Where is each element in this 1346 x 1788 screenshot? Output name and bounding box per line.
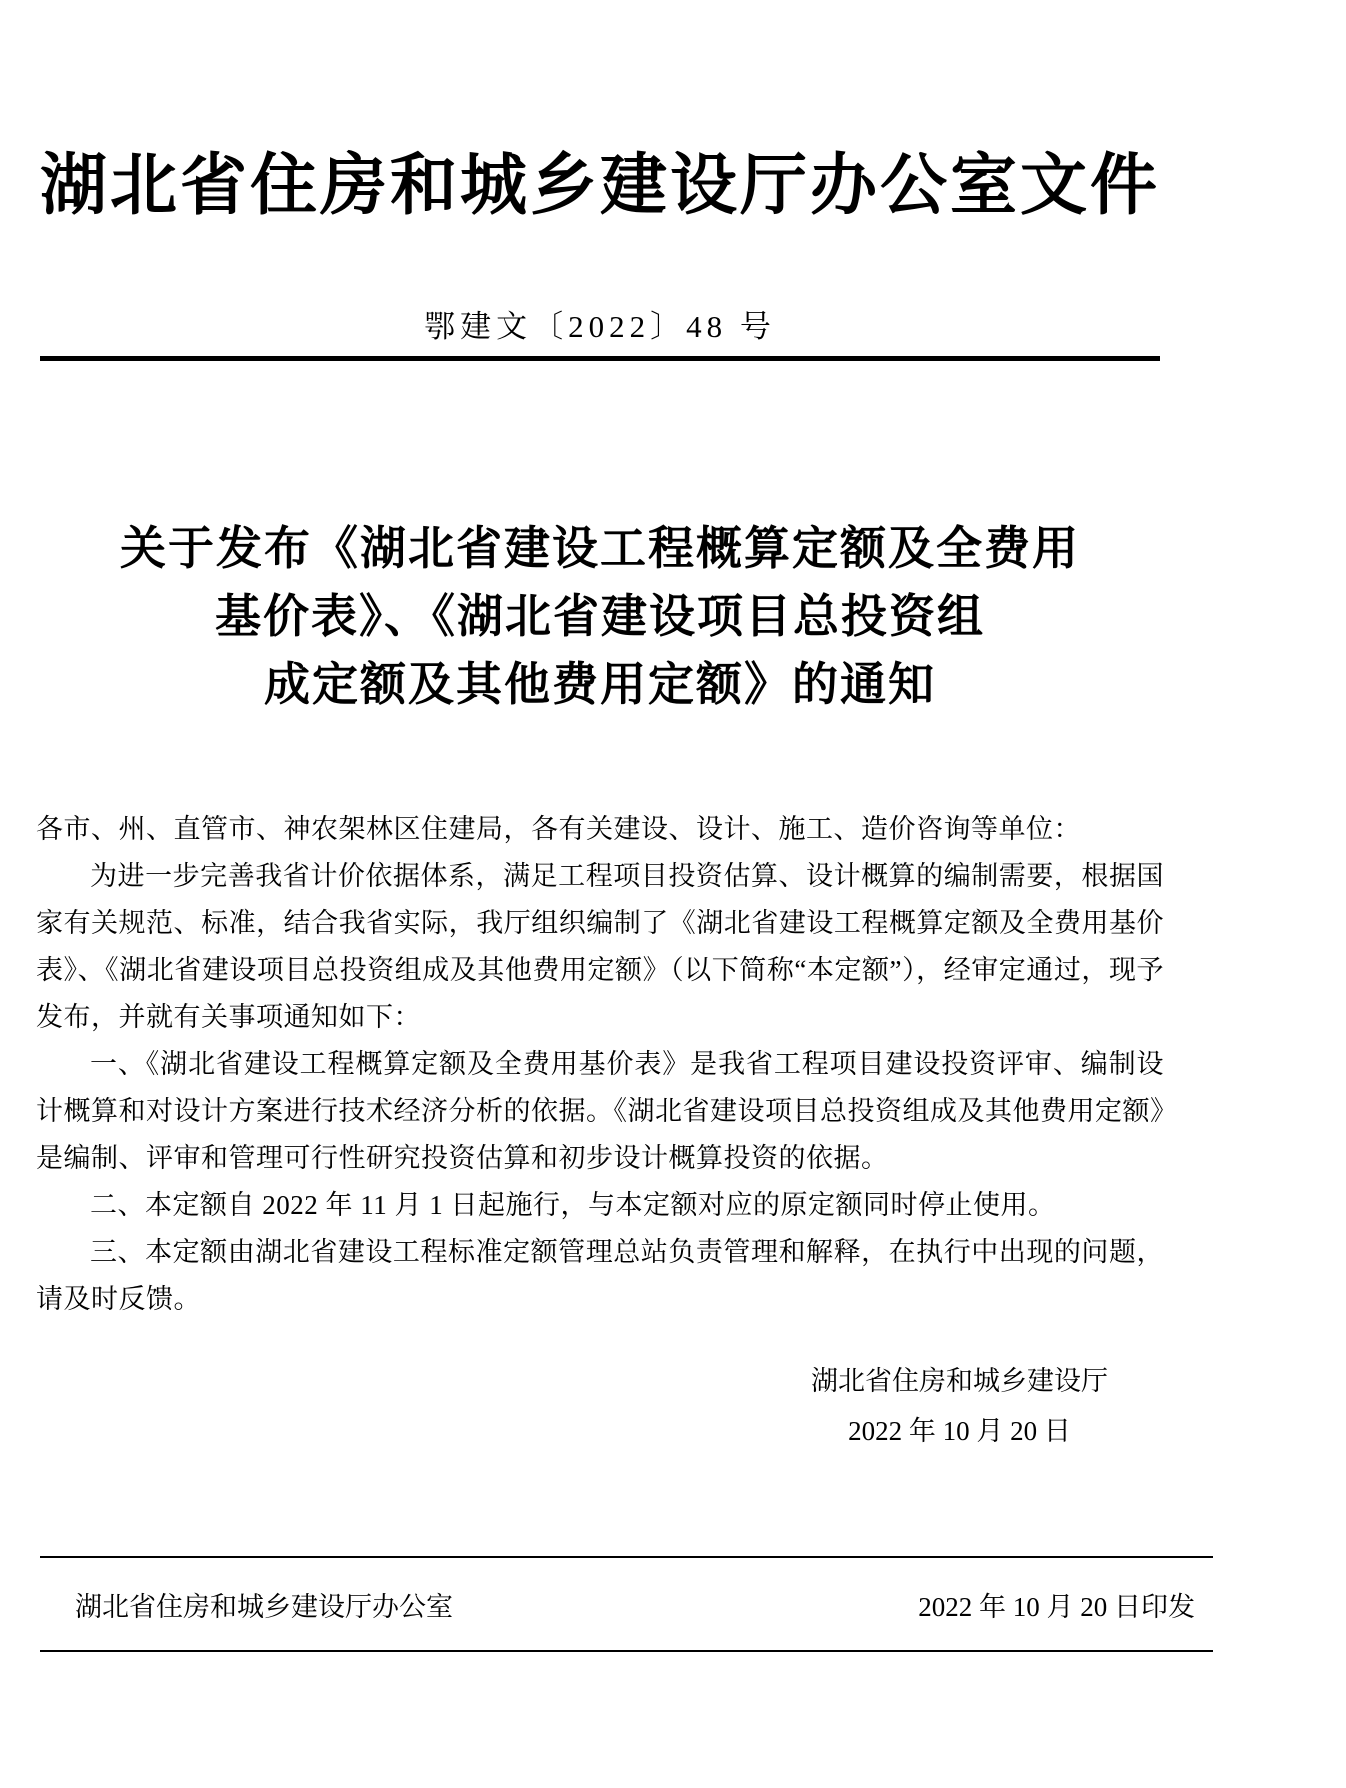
doc-number: 鄂建文〔2022〕48 号	[424, 309, 776, 344]
paragraph-item-2: 二、本定额自 2022 年 11 月 1 日起施行，与本定额对应的原定额同时停止使用。	[90, 1190, 1056, 1220]
footer-print-date: 2022 年 10 月 20 日印发	[918, 1591, 1195, 1622]
signature-org: 湖北省住房和城乡建设厅	[811, 1366, 1108, 1396]
paragraph-item-1: 一、《湖北省建设工程概算定额及全费用基价表》是我省工程项目建设投资评审、编制设计概算和对设计方案进行技术经济分析的依据。《湖北省建设项目总投资组成及其他费用定额》是编制、评审和管理可行性研究投资估算和初步设计概算投资的依据。	[36, 1049, 1164, 1173]
header-divider	[40, 356, 1160, 361]
paragraph-intro: 为进一步完善我省计价依据体系，满足工程项目投资估算、设计概算的编制需要，根据国家有关规范、标准，结合我省实际，我厅组织编制了《湖北省建设工程概算定额及全费用基价表》、《湖北省建设项目总投资组成及其他费用定额》（以下简称“本定额”），经审定通过，现予发布，并就有关事项通知如下：	[36, 861, 1164, 1032]
notice-title	[0, 514, 1200, 718]
salutation: 各市、州、直管市、神农架林区住建局，各有关建设、设计、施工、造价咨询等单位：	[36, 814, 1081, 844]
notice-title-line-1: 关于发布《湖北省建设工程概算定额及全费用	[120, 522, 1080, 574]
document-body	[36, 806, 1164, 1323]
document-header-title: 湖北省住房和城乡建设厅办公室文件	[40, 149, 1160, 223]
signature-block	[811, 1356, 1108, 1456]
notice-title-line-3: 成定额及其他费用定额》的通知	[264, 658, 936, 710]
footer-bar	[40, 1556, 1213, 1652]
paragraph-item-3: 三、本定额由湖北省建设工程标准定额管理总站负责管理和解释，在执行中出现的问题，请及时反馈。	[36, 1237, 1164, 1314]
footer-issuer: 湖北省住房和城乡建设厅办公室	[75, 1591, 453, 1622]
signature-date: 2022 年 10 月 20 日	[848, 1416, 1071, 1446]
notice-title-line-2: 基价表》、《湖北省建设项目总投资组	[215, 590, 985, 642]
